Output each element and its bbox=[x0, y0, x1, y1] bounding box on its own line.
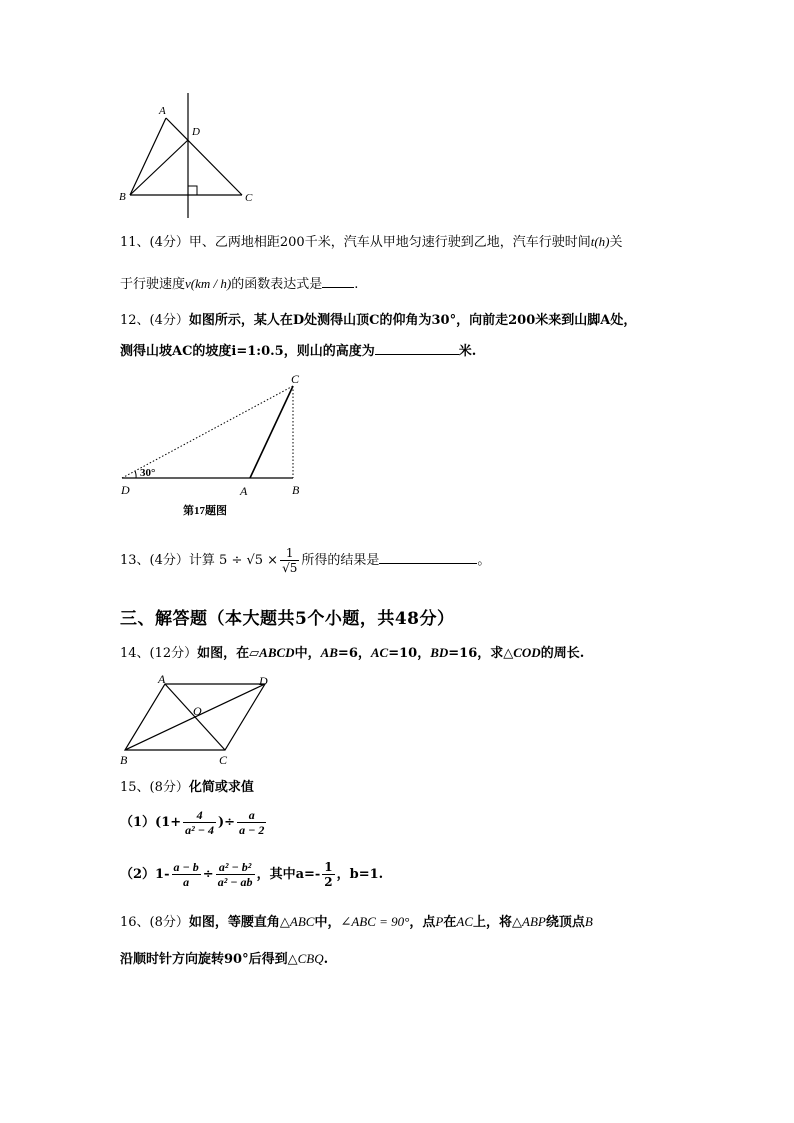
q13-pre: 计算 bbox=[188, 553, 215, 568]
q15-p2-one: 1- bbox=[155, 867, 170, 882]
q14-ab: AB bbox=[320, 645, 338, 660]
question-15 bbox=[120, 779, 254, 797]
q15-p2-mid: ，其中a=- bbox=[256, 867, 321, 882]
label-c: C bbox=[291, 372, 300, 386]
angle-arc bbox=[135, 471, 136, 478]
q14-ac-val: =10， bbox=[388, 646, 431, 661]
q16-cbq: CBQ bbox=[297, 951, 324, 966]
q16-text-2a: 沿顺时针方向旋转90°后得到△ bbox=[120, 952, 298, 967]
question-13 bbox=[120, 544, 490, 578]
q11-text-1: 甲、乙两地相距200千米，汽车从甲地匀速行驶到乙地，汽车行驶时间 bbox=[188, 235, 591, 250]
q16-text-1a: 如图，等腰直角△ bbox=[188, 915, 290, 930]
q15-p2-frac2-num: a² − b² bbox=[216, 860, 255, 875]
figure-parallelogram bbox=[115, 672, 280, 768]
label-b: B bbox=[292, 483, 300, 497]
q11-v-variable: v(km / h) bbox=[185, 276, 232, 291]
q12-answer-blank[interactable] bbox=[375, 342, 459, 355]
figure-triangle-abc-perpendicular bbox=[110, 90, 270, 225]
q13-frac-den: √5 bbox=[282, 561, 298, 575]
seg-ac bbox=[166, 118, 242, 195]
q11-answer-blank[interactable] bbox=[322, 275, 354, 288]
q15-p2-fraction-1 bbox=[172, 860, 201, 889]
q14-ac: AC bbox=[370, 645, 389, 660]
label-a: A bbox=[158, 672, 166, 686]
q11-text-1-end: 关 bbox=[609, 235, 623, 250]
label-b: B bbox=[120, 753, 128, 767]
q16-abp: ABP bbox=[522, 914, 546, 929]
q14-text-1: 如图，在▱ bbox=[197, 646, 260, 661]
label-a: A bbox=[240, 484, 248, 498]
q12-text-2: 测得山坡AC的坡度i=1:0.5，则山的高度为 bbox=[120, 344, 375, 359]
figure-caption: 第17题图 bbox=[183, 505, 227, 517]
question-12-line-2 bbox=[120, 342, 476, 361]
q15-p2-frac2-den: a² − ab bbox=[217, 875, 253, 889]
q15-p2-end: ，b=1. bbox=[336, 867, 384, 882]
q13-end: 。 bbox=[477, 553, 491, 568]
q15-p2-frac3-num: 1 bbox=[324, 860, 333, 874]
q15-p1-frac2-num: a bbox=[237, 808, 266, 823]
question-16-line-2 bbox=[120, 950, 328, 969]
label-d: D bbox=[121, 483, 130, 497]
seg-bd bbox=[130, 140, 188, 195]
seg-dc-dotted bbox=[122, 386, 293, 478]
seg-ab bbox=[130, 118, 166, 195]
q15-p1-fraction-1 bbox=[183, 808, 216, 837]
q16-text-1e: 上，将△ bbox=[473, 915, 522, 930]
figure-mountain-slope bbox=[110, 370, 320, 520]
q15-p2-fraction-2 bbox=[216, 860, 255, 889]
q15-p2-div: ÷ bbox=[202, 867, 214, 882]
question-16-line-1 bbox=[120, 913, 593, 932]
q16-number: 16、(8分） bbox=[120, 915, 189, 930]
question-14 bbox=[120, 644, 584, 663]
q15-p1-close: )÷ bbox=[218, 815, 236, 830]
question-15-part-1 bbox=[120, 805, 268, 841]
q14-number: 14、(12分） bbox=[120, 646, 198, 661]
q11-end: . bbox=[354, 277, 359, 292]
q14-bd: BD bbox=[430, 645, 449, 660]
q16-text-1c: ，点 bbox=[409, 915, 436, 930]
q13-answer-blank[interactable] bbox=[379, 551, 477, 564]
q15-title: 化简或求值 bbox=[188, 780, 254, 795]
q14-abcd: ABCD bbox=[259, 645, 295, 660]
q15-number: 15、(8分） bbox=[120, 780, 189, 795]
q15-p1-frac1-den: a² − 4 bbox=[185, 823, 215, 837]
q16-b: B bbox=[584, 914, 593, 929]
q11-number: 11、(4分） bbox=[120, 235, 189, 250]
q14-bd-val: =16，求△ bbox=[448, 646, 514, 661]
question-11-line-2 bbox=[120, 275, 358, 294]
q16-ac: AC bbox=[456, 914, 473, 929]
label-a: A bbox=[159, 105, 166, 117]
q16-abc: ABC bbox=[289, 914, 315, 929]
question-12-line-1 bbox=[120, 312, 636, 330]
q14-text-3: 的周长. bbox=[540, 646, 585, 661]
q16-text-1b: 中， bbox=[314, 915, 341, 930]
q14-text-2: 中， bbox=[294, 646, 321, 661]
q16-text-2b: . bbox=[323, 952, 329, 967]
q15-p2-frac3-den: 2 bbox=[324, 875, 333, 889]
q16-text-1f: 绕顶点 bbox=[545, 915, 585, 930]
q15-p2-frac1-num: a − b bbox=[173, 860, 199, 874]
q13-frac-num: 1 bbox=[280, 546, 299, 561]
q12-number: 12、(4分） bbox=[120, 313, 189, 328]
q16-p: P bbox=[435, 914, 444, 929]
q13-post: 所得的结果是 bbox=[301, 553, 380, 568]
question-11-line-1 bbox=[120, 233, 623, 252]
question-15-part-2 bbox=[120, 857, 383, 893]
q16-angle: ∠ABC = 90° bbox=[340, 914, 410, 929]
section-3-heading: 三、解答题（本大题共5个小题，共48分） bbox=[120, 609, 455, 629]
q15-p1-fraction-2 bbox=[237, 808, 266, 837]
q15-p1-open: (1+ bbox=[155, 815, 182, 830]
q15-p2-frac1-den: a bbox=[183, 875, 190, 889]
q13-number: 13、(4分） bbox=[120, 553, 189, 568]
q11-text-2: 于行驶速度 bbox=[120, 277, 186, 292]
label-c: C bbox=[245, 192, 253, 204]
q11-t-variable: t(h) bbox=[590, 234, 610, 249]
q14-ab-val: =6， bbox=[337, 646, 371, 661]
right-angle-mark bbox=[188, 186, 197, 195]
q15-p1-label: （1） bbox=[120, 815, 156, 830]
q11-text-2-end: 的函数表达式是 bbox=[231, 277, 323, 292]
q15-p1-frac2-den: a − 2 bbox=[239, 823, 265, 837]
label-d: D bbox=[192, 126, 200, 138]
q13-expression: 5 ÷ √5 × bbox=[219, 553, 279, 568]
seg-ac bbox=[250, 386, 293, 478]
q15-p2-label: （2） bbox=[120, 867, 156, 882]
angle-label: 30° bbox=[140, 467, 156, 479]
label-b: B bbox=[119, 191, 126, 203]
label-c: C bbox=[219, 753, 228, 767]
q13-fraction bbox=[280, 546, 299, 575]
label-o: O bbox=[193, 704, 202, 718]
q14-cod: COD bbox=[513, 645, 541, 660]
q12-text-1: 如图所示，某人在D处测得山顶C的仰角为30°，向前走200米来到山脚A处， bbox=[188, 313, 637, 328]
q12-end: 米. bbox=[458, 344, 477, 359]
q15-p2-fraction-3 bbox=[322, 860, 334, 889]
label-d: D bbox=[259, 674, 268, 688]
q16-text-1d: 在 bbox=[443, 915, 457, 930]
q15-p1-frac1-num: 4 bbox=[183, 808, 216, 823]
